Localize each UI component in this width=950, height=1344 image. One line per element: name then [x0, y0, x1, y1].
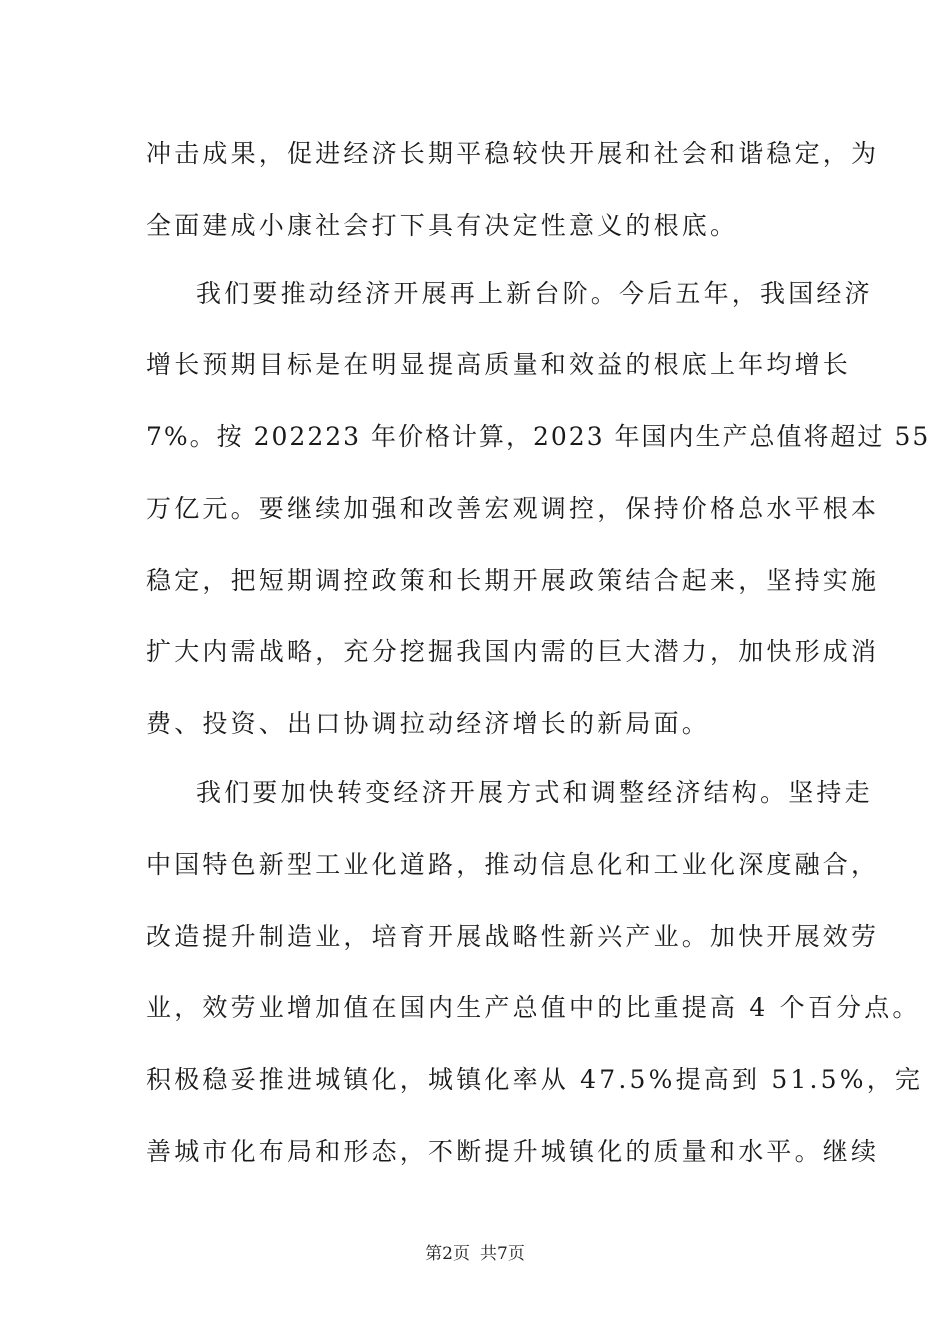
page-number: 第2页 [425, 1244, 470, 1264]
body-text-line: 冲击成果，促进经济长期平稳较快开展和社会和谐稳定，为 [146, 139, 880, 168]
body-text-line: 费、投资、出口协调拉动经济增长的新局面。 [146, 709, 711, 738]
paragraph-start-line: 我们要加快转变经济开展方式和调整经济结构。坚持走 [196, 778, 873, 807]
page-total: 共7页 [480, 1244, 525, 1264]
body-text-line: 中国特色新型工业化道路，推动信息化和工业化深度融合， [146, 850, 880, 879]
page-footer [0, 1243, 950, 1265]
body-text-line: 7%。按 202223 年价格计算，2023 年国内生产总值将超过 55 [146, 422, 931, 451]
body-text-line: 善城市化布局和形态，不断提升城镇化的质量和水平。继续 [146, 1137, 880, 1166]
body-text-line: 万亿元。要继续加强和改善宏观调控，保持价格总水平根本 [146, 494, 880, 523]
body-text-line: 全面建成小康社会打下具有决定性意义的根底。 [146, 211, 739, 240]
body-text-line: 积极稳妥推进城镇化，城镇化率从 47.5%提高到 51.5%，完 [146, 1065, 924, 1094]
body-text-line: 稳定，把短期调控政策和长期开展政策结合起来，坚持实施 [146, 566, 880, 595]
body-text-line: 增长预期目标是在明显提高质量和效益的根底上年均增长 [146, 350, 852, 379]
body-text-line: 业，效劳业增加值在国内生产总值中的比重提高 4 个百分点。 [146, 993, 921, 1022]
body-text-line: 改造提升制造业，培育开展战略性新兴产业。加快开展效劳 [146, 922, 880, 951]
body-text-line: 扩大内需战略，充分挖掘我国内需的巨大潜力，加快形成消 [146, 637, 880, 666]
paragraph-start-line: 我们要推动经济开展再上新台阶。今后五年，我国经济 [196, 279, 873, 308]
